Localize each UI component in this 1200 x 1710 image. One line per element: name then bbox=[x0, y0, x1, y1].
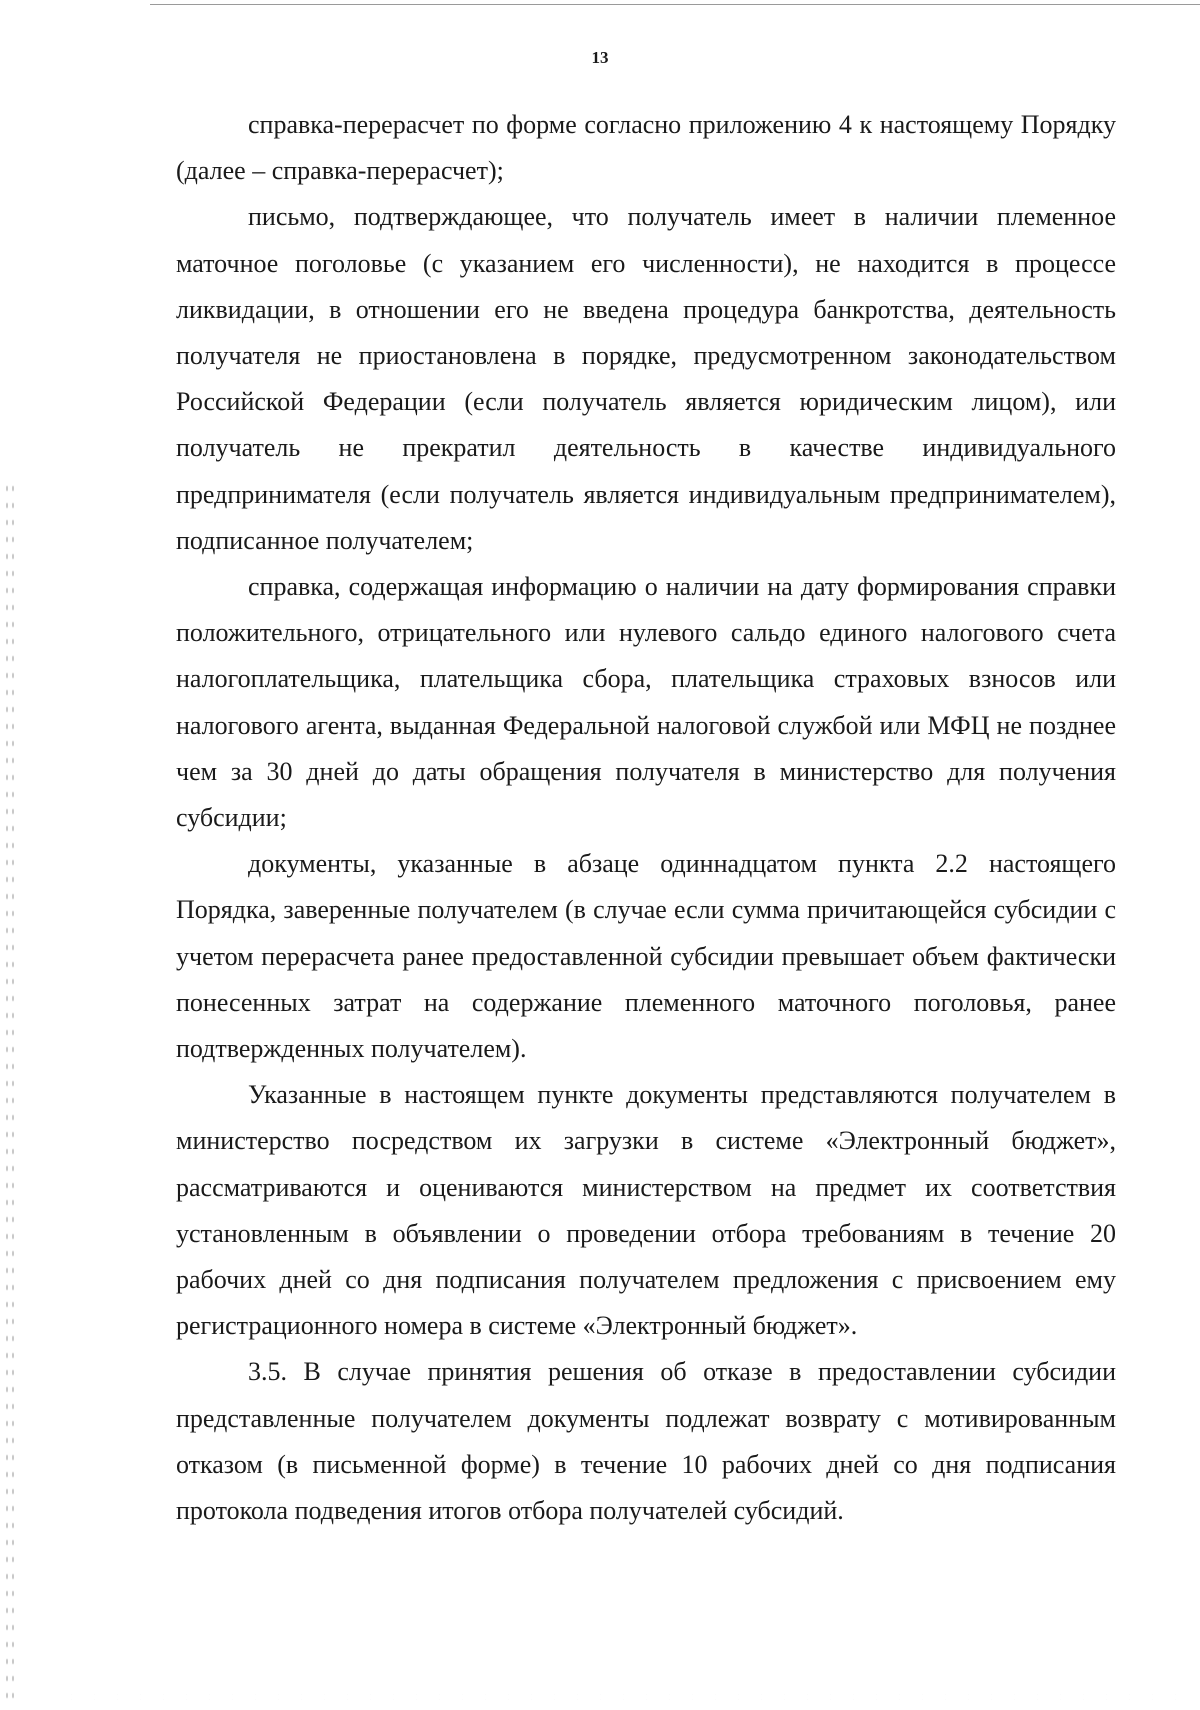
scan-top-edge bbox=[150, 4, 1200, 5]
paragraph-certified-documents: документы, указанные в абзаце одиннадцатом пункта 2.2 настоящего Порядка, заверенные получателем (в случае если сумма причитающейся субсидии с учетом перерасчета ранее предоставленной субсидии превышает объем фактически понесенных затрат на содержание племенного маточного поголовья, ранее подтвержденных получателем). bbox=[176, 849, 1116, 1064]
paragraph-document-submission: Указанные в настоящем пункте документы представляются получателем в министерство посредством их загрузки в системе «Электронный бюджет», рассматриваются и оцениваются министерством на предмет их соответствия установленным в объявлении о проведении отбора требованиям в течение 20 рабочих дней со дня подписания получателем предложения с присвоением ему регистрационного номера в системе «Электронный бюджет». bbox=[176, 1080, 1116, 1341]
document-body bbox=[176, 102, 1116, 1534]
scan-left-edge-noise bbox=[4, 480, 14, 1700]
scan-bottom-edge-noise bbox=[60, 1692, 1190, 1700]
paragraph-clause-3-5: 3.5. В случае принятия решения об отказе в предоставлении субсидии представленные получателем документы подлежат возврату с мотивированным отказом (в письменной форме) в течение 10 рабочих дней со дня подписания протокола подведения итогов отбора получателей субсидий. bbox=[176, 1357, 1116, 1526]
paragraph-tax-balance-certificate: справка, содержащая информацию о наличии на дату формирования справки положительного, отрицательного или нулевого сальдо единого налогового счета налогоплательщика, плательщика сбора, плательщика страховых взносов или налогового агента, выданная Федеральной налоговой службой или МФЦ не позднее чем за 30 дней до даты обращения получателя в министерство для получения субсидии; bbox=[176, 572, 1116, 833]
paragraph-recalculation-certificate: справка-перерасчет по форме согласно приложению 4 к настоящему Порядку (далее – справка-перерасчет); bbox=[176, 110, 1116, 186]
page-number: 13 bbox=[591, 48, 609, 67]
paragraph-confirmation-letter: письмо, подтверждающее, что получатель имеет в наличии племенное маточное поголовье (с указанием его численности), не находится в процессе ликвидации, в отношении его не введена процедура банкротства, деятельность получателя не приостановлена в порядке, предусмотренном законодательством Российской Федерации (если получатель является юридическим лицом), или получатель не прекратил деятельность в качестве индивидуального предпринимателя (если получатель является индивидуальным предпринимателем), подписанное получателем; bbox=[176, 202, 1116, 555]
